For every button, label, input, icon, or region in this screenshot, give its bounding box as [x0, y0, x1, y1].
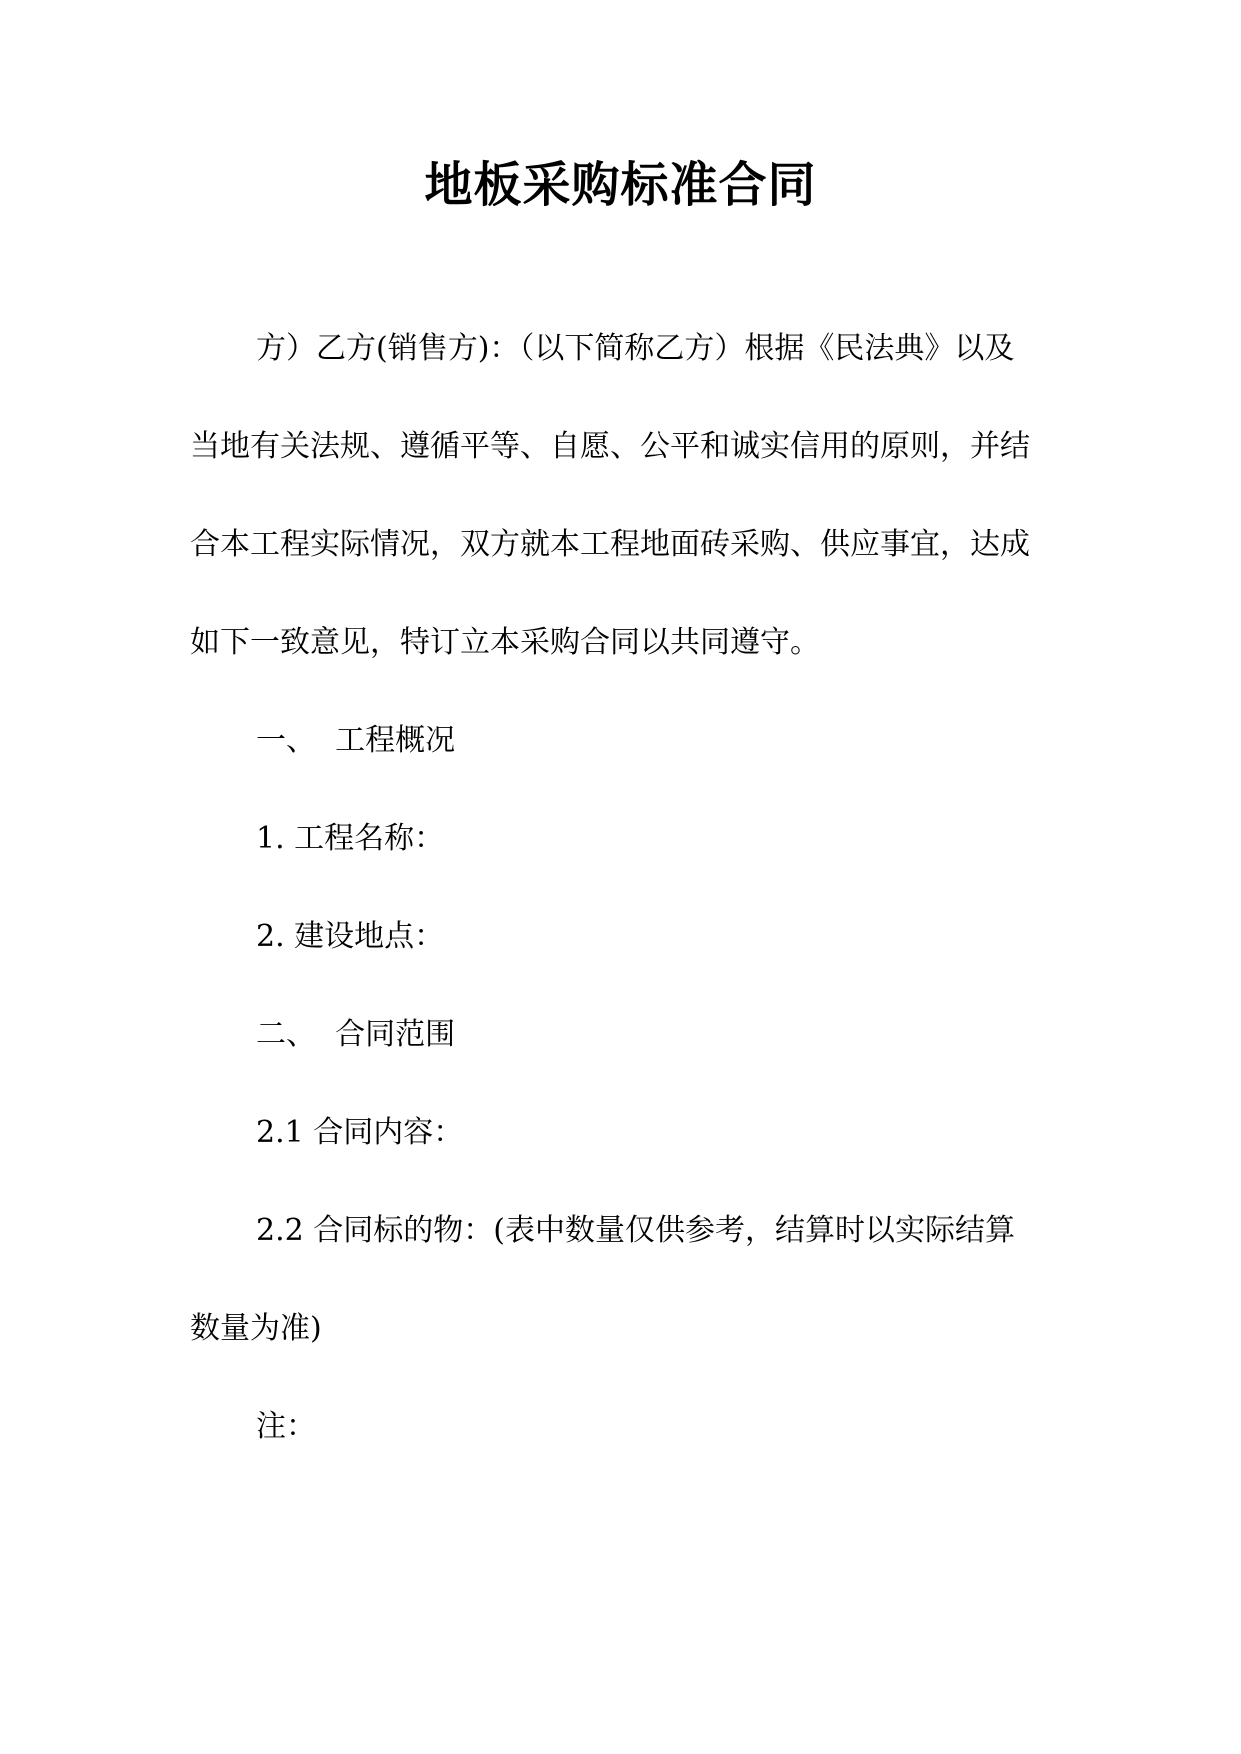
preamble-paragraph: 方）乙方(销售方)：（以下简称乙方）根据《民法典》以及当地有关法规、遵循平等、自愿、公平和诚实信用的原则，并结合本工程实际情况，双方就本工程地面砖采购、供应事宜，达成如下一致意见，特订立本采购合同以共同遵守。 [190, 331, 1030, 660]
clause-project-name: 1. 工程名称： [256, 821, 445, 856]
note-label: 注： [256, 1409, 316, 1444]
clause-contract-subject: 2.2 合同标的物：(表中数量仅供参考，结算时以实际结算数量为准) [190, 1213, 1015, 1346]
document-body [190, 300, 1030, 1476]
clause-contract-content: 2.1 合同内容： [256, 1115, 464, 1150]
section-heading-contract-scope: 二、 合同范围 [256, 1017, 456, 1052]
clause-construction-site: 2. 建设地点： [256, 919, 445, 954]
section-heading-project-overview: 一、 工程概况 [256, 723, 456, 758]
document-title: 地板采购标准合同 [424, 157, 817, 213]
